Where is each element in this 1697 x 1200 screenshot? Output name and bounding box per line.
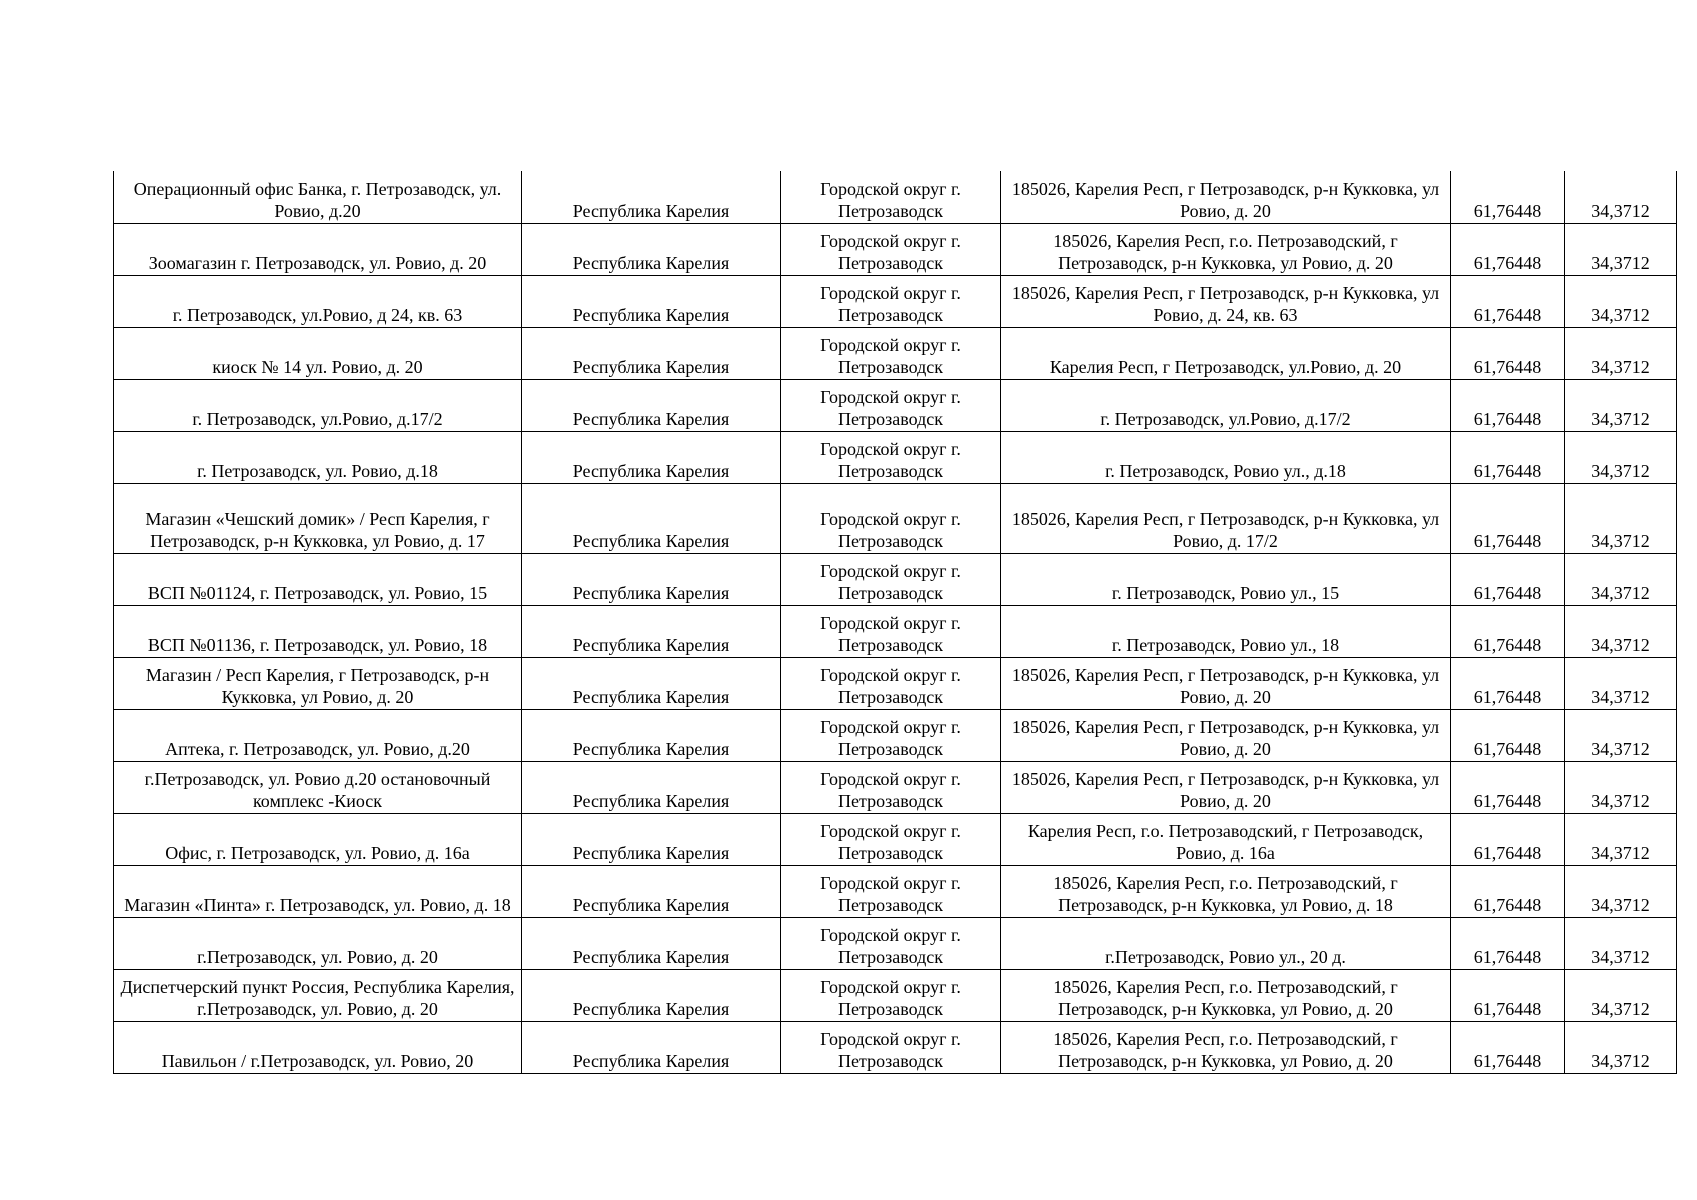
cell-object-name: Павильон / г.Петрозаводск, ул. Ровио, 20 bbox=[114, 1021, 522, 1073]
cell-latitude: 61,76448 bbox=[1451, 483, 1565, 553]
cell-address: 185026, Карелия Респ, г.о. Петрозаводский, г Петрозаводск, р-н Кукковка, ул Ровио, д. 20 bbox=[1001, 223, 1451, 275]
cell-object-name: Диспетчерский пункт Россия, Республика Карелия, г.Петрозаводск, ул. Ровио, д. 20 bbox=[114, 969, 522, 1021]
cell-region: Республика Карелия bbox=[522, 657, 781, 709]
cell-longitude: 34,3712 bbox=[1565, 553, 1677, 605]
cell-address: г. Петрозаводск, ул.Ровио, д.17/2 bbox=[1001, 379, 1451, 431]
cell-latitude: 61,76448 bbox=[1451, 327, 1565, 379]
cell-latitude: 61,76448 bbox=[1451, 431, 1565, 483]
table-row bbox=[114, 431, 1677, 483]
cell-address: 185026, Карелия Респ, г Петрозаводск, р-н Кукковка, ул Ровио, д. 20 bbox=[1001, 171, 1451, 223]
table-row bbox=[114, 865, 1677, 917]
cell-region: Республика Карелия bbox=[522, 171, 781, 223]
cell-object-name: Магазин / Респ Карелия, г Петрозаводск, р-н Кукковка, ул Ровио, д. 20 bbox=[114, 657, 522, 709]
locations-table bbox=[113, 171, 1677, 1074]
table-row bbox=[114, 709, 1677, 761]
cell-latitude: 61,76448 bbox=[1451, 709, 1565, 761]
cell-latitude: 61,76448 bbox=[1451, 379, 1565, 431]
cell-object-name: Аптека, г. Петрозаводск, ул. Ровио, д.20 bbox=[114, 709, 522, 761]
cell-latitude: 61,76448 bbox=[1451, 605, 1565, 657]
cell-longitude: 34,3712 bbox=[1565, 917, 1677, 969]
cell-address: 185026, Карелия Респ, г Петрозаводск, р-н Кукковка, ул Ровио, д. 20 bbox=[1001, 761, 1451, 813]
cell-latitude: 61,76448 bbox=[1451, 865, 1565, 917]
cell-address: 185026, Карелия Респ, г.о. Петрозаводский, г Петрозаводск, р-н Кукковка, ул Ровио, д. 20 bbox=[1001, 1021, 1451, 1073]
cell-region: Республика Карелия bbox=[522, 605, 781, 657]
cell-object-name: ВСП №01136, г. Петрозаводск, ул. Ровио, 18 bbox=[114, 605, 522, 657]
cell-latitude: 61,76448 bbox=[1451, 657, 1565, 709]
cell-district: Городской округ г. Петрозаводск bbox=[781, 813, 1001, 865]
table-row bbox=[114, 553, 1677, 605]
cell-district: Городской округ г. Петрозаводск bbox=[781, 379, 1001, 431]
cell-latitude: 61,76448 bbox=[1451, 275, 1565, 327]
cell-address: 185026, Карелия Респ, г Петрозаводск, р-н Кукковка, ул Ровио, д. 17/2 bbox=[1001, 483, 1451, 553]
cell-region: Республика Карелия bbox=[522, 431, 781, 483]
cell-region: Республика Карелия bbox=[522, 709, 781, 761]
cell-object-name: Офис, г. Петрозаводск, ул. Ровио, д. 16а bbox=[114, 813, 522, 865]
table-row bbox=[114, 171, 1677, 223]
cell-latitude: 61,76448 bbox=[1451, 1021, 1565, 1073]
cell-latitude: 61,76448 bbox=[1451, 223, 1565, 275]
cell-longitude: 34,3712 bbox=[1565, 275, 1677, 327]
cell-longitude: 34,3712 bbox=[1565, 657, 1677, 709]
cell-longitude: 34,3712 bbox=[1565, 969, 1677, 1021]
cell-address: г.Петрозаводск, Ровио ул., 20 д. bbox=[1001, 917, 1451, 969]
cell-latitude: 61,76448 bbox=[1451, 171, 1565, 223]
cell-district: Городской округ г. Петрозаводск bbox=[781, 657, 1001, 709]
table-row bbox=[114, 813, 1677, 865]
cell-longitude: 34,3712 bbox=[1565, 379, 1677, 431]
cell-district: Городской округ г. Петрозаводск bbox=[781, 917, 1001, 969]
table-row bbox=[114, 379, 1677, 431]
table-row bbox=[114, 483, 1677, 553]
cell-address: Карелия Респ, г.о. Петрозаводский, г Петрозаводск, Ровио, д. 16а bbox=[1001, 813, 1451, 865]
cell-district: Городской округ г. Петрозаводск bbox=[781, 431, 1001, 483]
cell-district: Городской округ г. Петрозаводск bbox=[781, 865, 1001, 917]
cell-longitude: 34,3712 bbox=[1565, 483, 1677, 553]
cell-region: Республика Карелия bbox=[522, 327, 781, 379]
cell-address: Карелия Респ, г Петрозаводск, ул.Ровио, д. 20 bbox=[1001, 327, 1451, 379]
cell-district: Городской округ г. Петрозаводск bbox=[781, 969, 1001, 1021]
cell-longitude: 34,3712 bbox=[1565, 327, 1677, 379]
cell-latitude: 61,76448 bbox=[1451, 761, 1565, 813]
cell-district: Городской округ г. Петрозаводск bbox=[781, 553, 1001, 605]
cell-district: Городской округ г. Петрозаводск bbox=[781, 761, 1001, 813]
cell-region: Республика Карелия bbox=[522, 761, 781, 813]
cell-object-name: Зоомагазин г. Петрозаводск, ул. Ровио, д. 20 bbox=[114, 223, 522, 275]
cell-object-name: Операционный офис Банка, г. Петрозаводск, ул. Ровио, д.20 bbox=[114, 171, 522, 223]
cell-region: Республика Карелия bbox=[522, 223, 781, 275]
cell-longitude: 34,3712 bbox=[1565, 605, 1677, 657]
cell-district: Городской округ г. Петрозаводск bbox=[781, 223, 1001, 275]
cell-longitude: 34,3712 bbox=[1565, 761, 1677, 813]
cell-latitude: 61,76448 bbox=[1451, 813, 1565, 865]
cell-district: Городской округ г. Петрозаводск bbox=[781, 327, 1001, 379]
cell-latitude: 61,76448 bbox=[1451, 917, 1565, 969]
cell-object-name: Магазин «Чешский домик» / Респ Карелия, г Петрозаводск, р-н Кукковка, ул Ровио, д. 17 bbox=[114, 483, 522, 553]
cell-object-name: г. Петрозаводск, ул.Ровио, д 24, кв. 63 bbox=[114, 275, 522, 327]
cell-longitude: 34,3712 bbox=[1565, 1021, 1677, 1073]
cell-object-name: киоск № 14 ул. Ровио, д. 20 bbox=[114, 327, 522, 379]
table-row bbox=[114, 917, 1677, 969]
cell-address: г. Петрозаводск, Ровио ул., д.18 bbox=[1001, 431, 1451, 483]
cell-district: Городской округ г. Петрозаводск bbox=[781, 483, 1001, 553]
cell-object-name: г.Петрозаводск, ул. Ровио д.20 остановочный комплекс -Киоск bbox=[114, 761, 522, 813]
cell-district: Городской округ г. Петрозаводск bbox=[781, 605, 1001, 657]
cell-longitude: 34,3712 bbox=[1565, 709, 1677, 761]
table-row bbox=[114, 969, 1677, 1021]
cell-address: 185026, Карелия Респ, г.о. Петрозаводский, г Петрозаводск, р-н Кукковка, ул Ровио, д. 18 bbox=[1001, 865, 1451, 917]
cell-address: 185026, Карелия Респ, г.о. Петрозаводский, г Петрозаводск, р-н Кукковка, ул Ровио, д. 20 bbox=[1001, 969, 1451, 1021]
cell-region: Республика Карелия bbox=[522, 917, 781, 969]
cell-district: Городской округ г. Петрозаводск bbox=[781, 171, 1001, 223]
cell-region: Республика Карелия bbox=[522, 1021, 781, 1073]
cell-region: Республика Карелия bbox=[522, 865, 781, 917]
table-row bbox=[114, 605, 1677, 657]
table-row bbox=[114, 223, 1677, 275]
cell-object-name: г. Петрозаводск, ул.Ровио, д.17/2 bbox=[114, 379, 522, 431]
cell-object-name: г.Петрозаводск, ул. Ровио, д. 20 bbox=[114, 917, 522, 969]
cell-longitude: 34,3712 bbox=[1565, 171, 1677, 223]
cell-address: 185026, Карелия Респ, г Петрозаводск, р-н Кукковка, ул Ровио, д. 20 bbox=[1001, 657, 1451, 709]
cell-district: Городской округ г. Петрозаводск bbox=[781, 275, 1001, 327]
cell-latitude: 61,76448 bbox=[1451, 969, 1565, 1021]
cell-region: Республика Карелия bbox=[522, 483, 781, 553]
cell-region: Республика Карелия bbox=[522, 813, 781, 865]
cell-region: Республика Карелия bbox=[522, 553, 781, 605]
cell-district: Городской округ г. Петрозаводск bbox=[781, 709, 1001, 761]
cell-region: Республика Карелия bbox=[522, 969, 781, 1021]
table-row bbox=[114, 327, 1677, 379]
cell-address: г. Петрозаводск, Ровио ул., 18 bbox=[1001, 605, 1451, 657]
cell-latitude: 61,76448 bbox=[1451, 553, 1565, 605]
cell-longitude: 34,3712 bbox=[1565, 813, 1677, 865]
cell-region: Республика Карелия bbox=[522, 275, 781, 327]
cell-address: 185026, Карелия Респ, г Петрозаводск, р-н Кукковка, ул Ровио, д. 20 bbox=[1001, 709, 1451, 761]
cell-object-name: Магазин «Пинта» г. Петрозаводск, ул. Ровио, д. 18 bbox=[114, 865, 522, 917]
table-body bbox=[114, 171, 1677, 1073]
table-row bbox=[114, 1021, 1677, 1073]
cell-longitude: 34,3712 bbox=[1565, 223, 1677, 275]
cell-longitude: 34,3712 bbox=[1565, 431, 1677, 483]
cell-region: Республика Карелия bbox=[522, 379, 781, 431]
cell-address: г. Петрозаводск, Ровио ул., 15 bbox=[1001, 553, 1451, 605]
cell-longitude: 34,3712 bbox=[1565, 865, 1677, 917]
table-row bbox=[114, 657, 1677, 709]
cell-object-name: г. Петрозаводск, ул. Ровио, д.18 bbox=[114, 431, 522, 483]
cell-district: Городской округ г. Петрозаводск bbox=[781, 1021, 1001, 1073]
table-row bbox=[114, 275, 1677, 327]
table-row bbox=[114, 761, 1677, 813]
cell-object-name: ВСП №01124, г. Петрозаводск, ул. Ровио, 15 bbox=[114, 553, 522, 605]
cell-address: 185026, Карелия Респ, г Петрозаводск, р-н Кукковка, ул Ровио, д. 24, кв. 63 bbox=[1001, 275, 1451, 327]
